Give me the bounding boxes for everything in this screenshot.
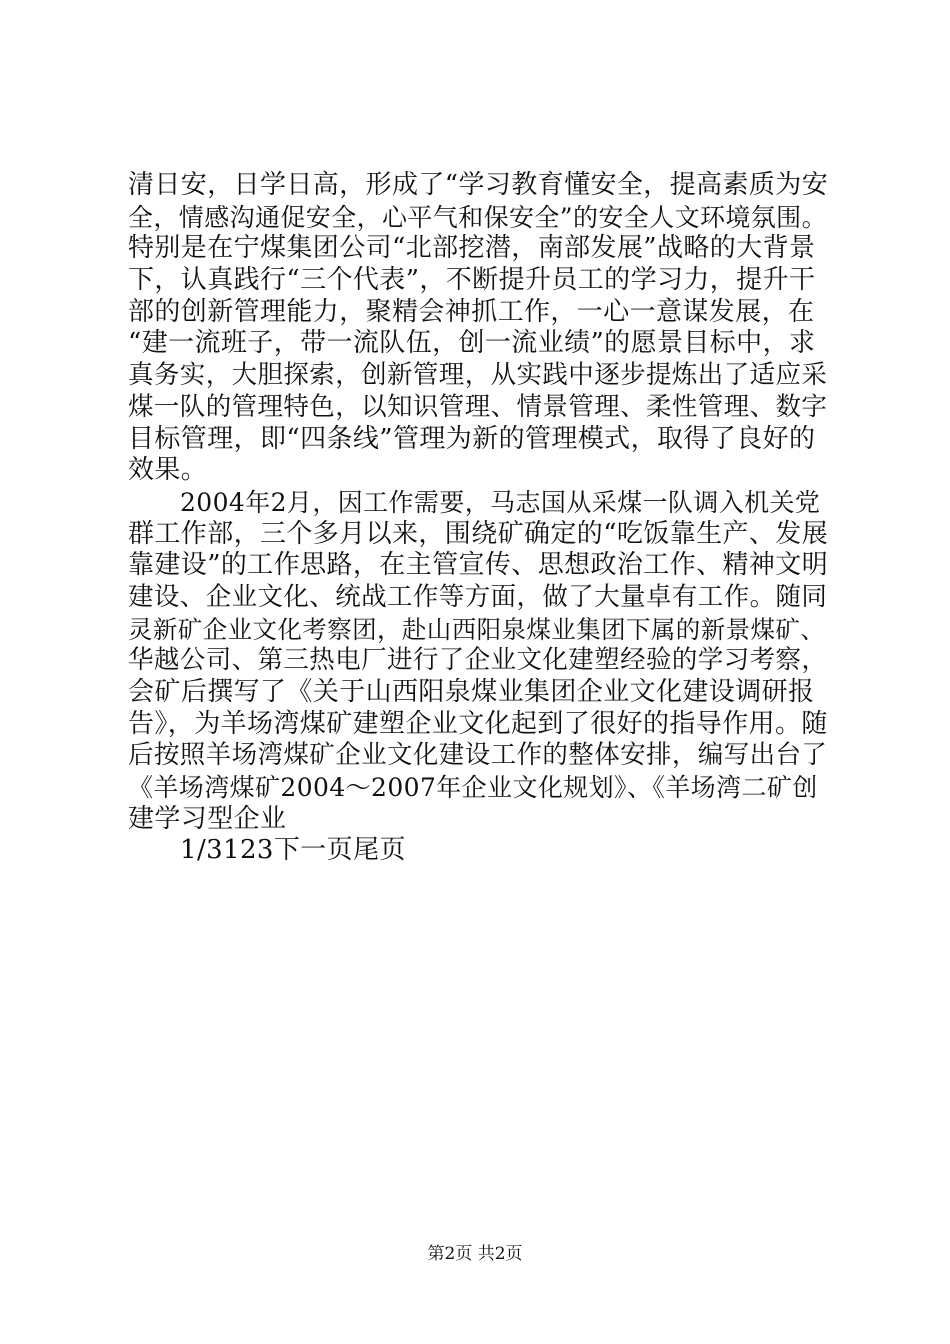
page-footer: 第2页 共2页 [427,1244,523,1264]
text-line: 会矿后撰写了《关于山西阳泉煤业集团企业文化建设调研报 [128,677,815,707]
text-line: 群工作部，三个多月以来，围绕矿确定的“吃饭靠生产、发展 [128,518,829,549]
text-line: 后按照羊场湾煤矿企业文化建设工作的整体安排，编写出台了 [128,740,828,771]
text-line: 效果。 [128,455,208,486]
text-line: 部的创新管理能力，聚精会神抓工作，一心一意谋发展，在 [128,296,815,327]
text-line: 真务实，大胆探索，创新管理，从实践中逐步提炼出了适应采 [128,360,828,391]
text-line: 建学习型企业 [128,803,287,834]
text-line: 建设、企业文化、统战工作等方面，做了大量卓有工作。随同 [128,581,828,612]
text-line: 《羊场湾煤矿2004～2007年企业文化规划》、《羊场湾二矿创 [128,773,818,803]
text-line: “建一流班子，带一流队伍，创一流业绩”的愿景目标中，求 [128,328,816,359]
text-line: 下，认真践行“三个代表”，不断提升员工的学习力，提升干 [128,265,816,296]
text-line: 特别是在宁煤集团公司“北部挖潜，南部发展”战略的大背景 [128,233,816,264]
document-body [128,170,828,867]
text-line: 全，情感沟通促安全，心平气和保安全”的安全人文环境氛围。 [128,202,827,232]
text-line: 灵新矿企业文化考察团，赴山西阳泉煤业集团下属的新景煤矿、 [128,614,826,644]
text-line: 2004年2月，因工作需要，马志国从采煤一队调入机关党 [180,487,821,517]
text-line: 煤一队的管理特色，以知识管理、情景管理、柔性管理、数字 [128,391,828,422]
text-line: 华越公司、第三热电厂进行了企业文化建塑经验的学习考察， [128,645,828,676]
text-line: 告》，为羊场湾煤矿建塑企业文化起到了很好的指导作用。随 [128,708,828,739]
text-line: 1/3123下一页尾页 [180,835,406,866]
text-line: 清日安，日学日高，形成了“学习教育懂安全，提高素质为安 [128,170,829,200]
text-line: 靠建设”的工作思路，在主管宣传、思想政治工作、精神文明 [128,550,829,581]
text-line: 目标管理，即“四条线”管理为新的管理模式，取得了良好的 [128,423,816,454]
